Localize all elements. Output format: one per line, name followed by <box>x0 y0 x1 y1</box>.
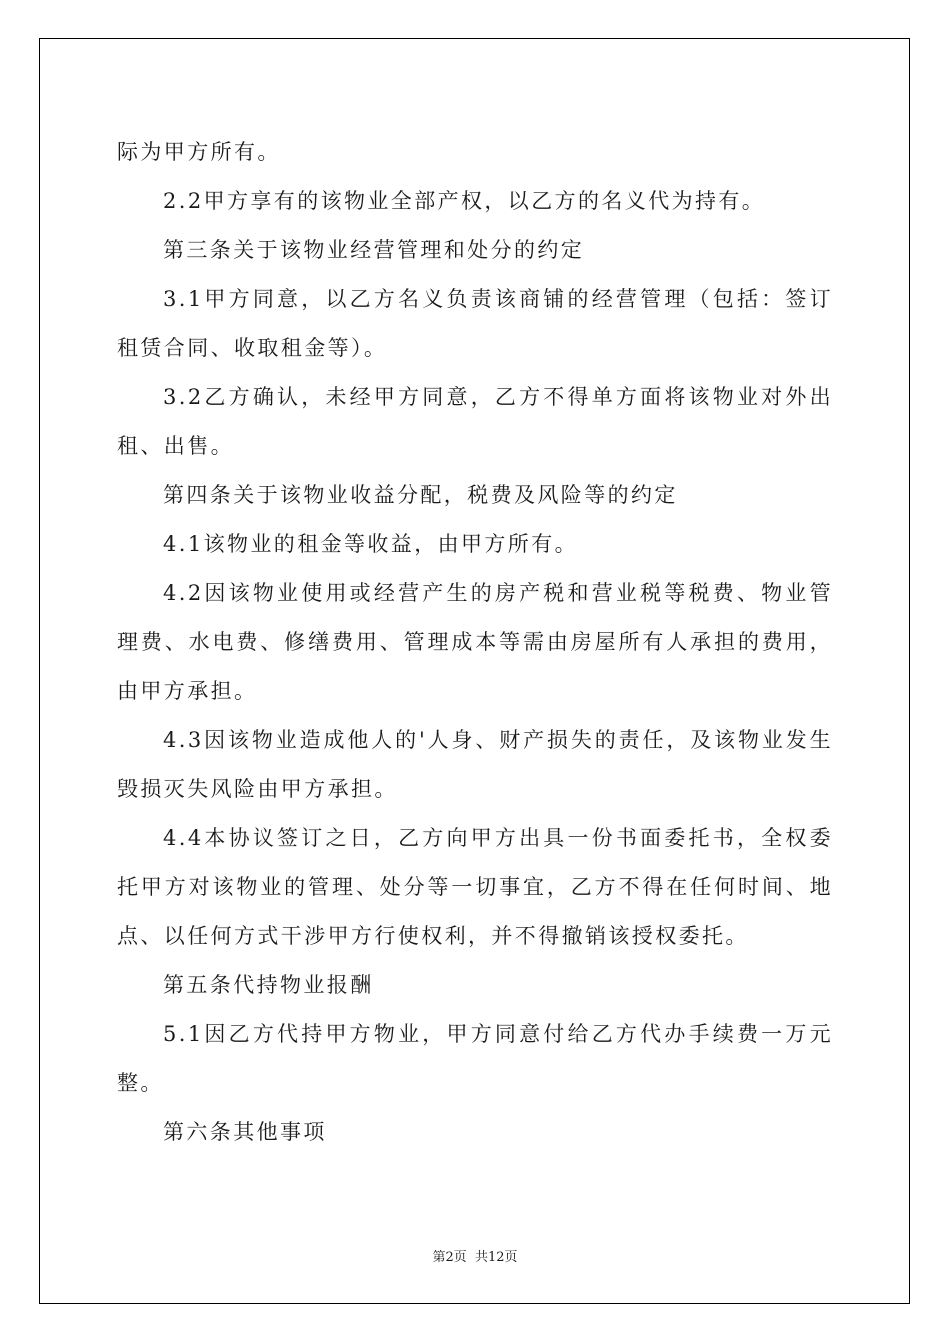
article-3-heading: 第三条关于该物业经营管理和处分的约定 <box>163 238 585 262</box>
clause-3-1: 3.1甲方同意，以乙方名义负责该商铺的经营管理（包括：签订租赁合同、收取租金等）。 <box>117 287 833 360</box>
clause-4-3: 4.3因该物业造成他人的'人身、财产损失的责任，及该物业发生毁损灭失风险由甲方承担。 <box>117 728 833 801</box>
article-4-heading: 第四条关于该物业收益分配，税费及风险等的约定 <box>163 483 678 507</box>
page-number: 第2页 <box>432 1250 467 1265</box>
clause-4-2: 4.2因该物业使用或经营产生的房产税和营业税等税费、物业管理费、水电费、修缮费用、管理成本等需由房屋所有人承担的费用，由甲方承担。 <box>117 581 833 703</box>
clause-3-2: 3.2乙方确认，未经甲方同意，乙方不得单方面将该物业对外出租、出售。 <box>117 385 833 458</box>
document-body <box>117 128 833 1157</box>
clause-4-1: 4.1该物业的租金等收益，由甲方所有。 <box>163 532 578 556</box>
paragraph: 际为甲方所有。 <box>117 140 281 164</box>
article-6-heading: 第六条其他事项 <box>163 1120 327 1144</box>
clause-5-1: 5.1因乙方代持甲方物业，甲方同意付给乙方代办手续费一万元整。 <box>117 1022 833 1095</box>
total-pages: 共12页 <box>474 1250 518 1265</box>
clause-2-2: 2.2甲方享有的该物业全部产权，以乙方的名义代为持有。 <box>163 189 766 213</box>
article-5-heading: 第五条代持物业报酬 <box>163 973 374 997</box>
page-footer <box>0 1246 950 1265</box>
clause-4-4: 4.4本协议签订之日，乙方向甲方出具一份书面委托书，全权委托甲方对该物业的管理、处分等一切事宜，乙方不得在任何时间、地点、以任何方式干涉甲方行使权利，并不得撤销该授权委托。 <box>117 826 833 948</box>
